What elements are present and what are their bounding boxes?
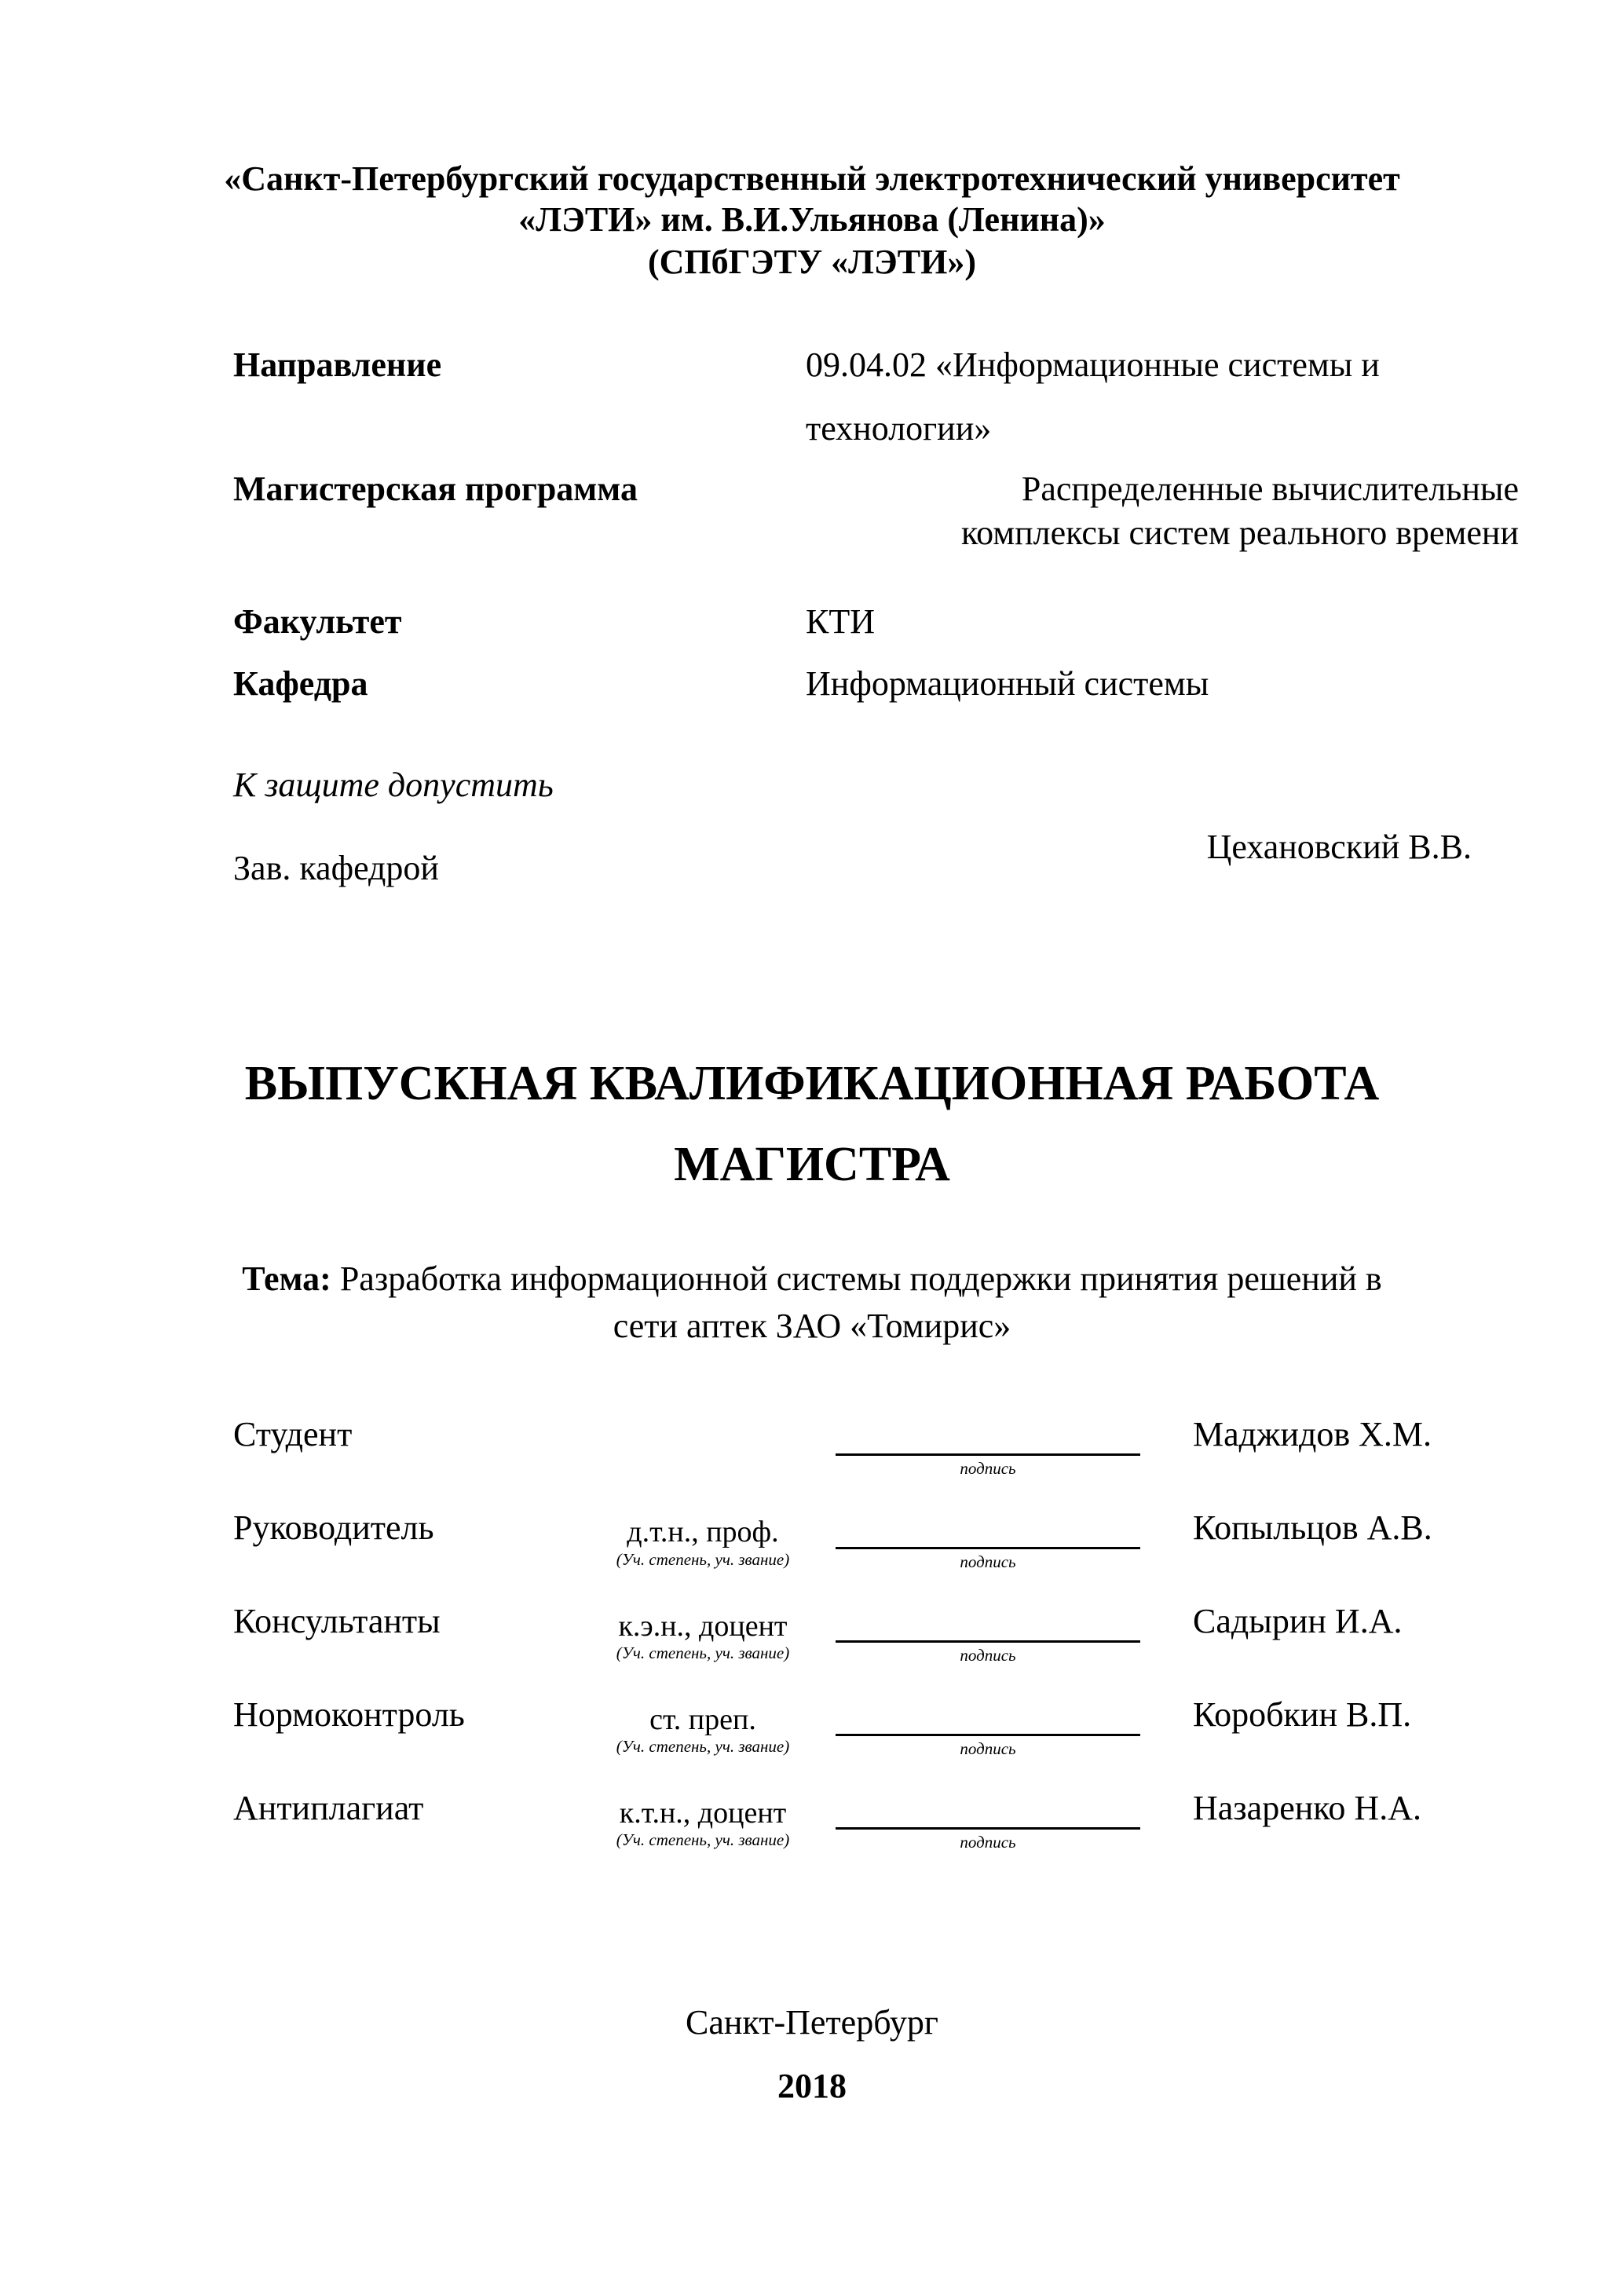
thesis-title-line1: ВЫПУСКНАЯ КВАЛИФИКАЦИОННАЯ РАБОТА <box>244 1057 1380 1110</box>
admit-to-defense-text: К защите допустить <box>233 766 554 804</box>
role-consultants: Консультанты <box>233 1602 441 1640</box>
name-antiplagiarism: Назаренко Н.А. <box>1193 1789 1421 1827</box>
topic-label: Тема: <box>242 1260 331 1298</box>
faculty-value: КТИ <box>806 602 875 641</box>
signature-caption: подпись <box>960 1739 1016 1758</box>
role-supervisor: Руководитель <box>233 1508 434 1547</box>
direction-label: Направление <box>233 345 442 384</box>
signature-caption: подпись <box>960 1646 1016 1665</box>
topic-text-line2: сети аптек ЗАО «Томирис» <box>613 1307 1011 1345</box>
degree-caption: (Уч. степень, уч. звание) <box>616 1643 790 1662</box>
role-student: Студент <box>233 1415 353 1453</box>
signature-line-consultants <box>836 1640 1140 1643</box>
name-student: Маджидов Х.М. <box>1193 1415 1432 1453</box>
program-value-line1: Распределенные вычислительные <box>1021 470 1519 508</box>
year: 2018 <box>777 2067 847 2105</box>
university-abbreviation: (СПбГЭТУ «ЛЭТИ») <box>648 243 976 281</box>
role-antiplagiarism: Антиплагиат <box>233 1789 424 1827</box>
signature-caption: подпись <box>960 1833 1016 1852</box>
name-consultants: Садырин И.А. <box>1193 1602 1403 1640</box>
degree-antiplagiarism: к.т.н., доцент <box>619 1797 787 1830</box>
degree-norm-control: ст. преп. <box>649 1703 756 1736</box>
signature-line-norm-control <box>836 1734 1140 1736</box>
signature-caption: подпись <box>960 1552 1016 1571</box>
name-supervisor: Копыльцов А.В. <box>1193 1508 1432 1547</box>
degree-caption: (Уч. степень, уч. звание) <box>616 1550 790 1569</box>
department-label: Кафедра <box>233 664 368 703</box>
department-value: Информационный системы <box>806 664 1209 703</box>
faculty-label: Факультет <box>233 602 402 641</box>
topic-line1 <box>0 1262 1624 1296</box>
university-name-line1: «Санкт-Петербургский государственный электротехнический университет <box>224 159 1400 198</box>
topic-text-line1: Разработка информационной системы поддержки принятия решений в <box>331 1260 1382 1298</box>
signature-line-student <box>836 1453 1140 1456</box>
signature-caption: подпись <box>960 1459 1016 1478</box>
role-norm-control: Нормоконтроль <box>233 1695 465 1734</box>
city: Санкт-Петербург <box>686 2003 938 2042</box>
degree-caption: (Уч. степень, уч. звание) <box>616 1830 790 1849</box>
signature-line-supervisor <box>836 1547 1140 1549</box>
university-name-line2: «ЛЭТИ» им. В.И.Ульянова (Ленина)» <box>518 200 1106 239</box>
thesis-title-line2: МАГИСТРА <box>674 1138 950 1191</box>
program-label: Магистерская программа <box>233 470 638 508</box>
direction-value-line2: технологии» <box>806 409 992 448</box>
direction-value-line1: 09.04.02 «Информационные системы и <box>806 345 1380 384</box>
name-norm-control: Коробкин В.П. <box>1193 1695 1412 1734</box>
degree-consultants: к.э.н., доцент <box>618 1610 788 1643</box>
program-value-line2: комплексы систем реального времени <box>960 514 1519 552</box>
degree-caption: (Уч. степень, уч. звание) <box>616 1737 790 1756</box>
signature-line-antiplagiarism <box>836 1827 1140 1830</box>
head-of-department-label: Зав. кафедрой <box>233 849 439 887</box>
degree-supervisor: д.т.н., проф. <box>627 1515 779 1548</box>
head-of-department-name: Цехановский В.В. <box>1206 828 1472 866</box>
